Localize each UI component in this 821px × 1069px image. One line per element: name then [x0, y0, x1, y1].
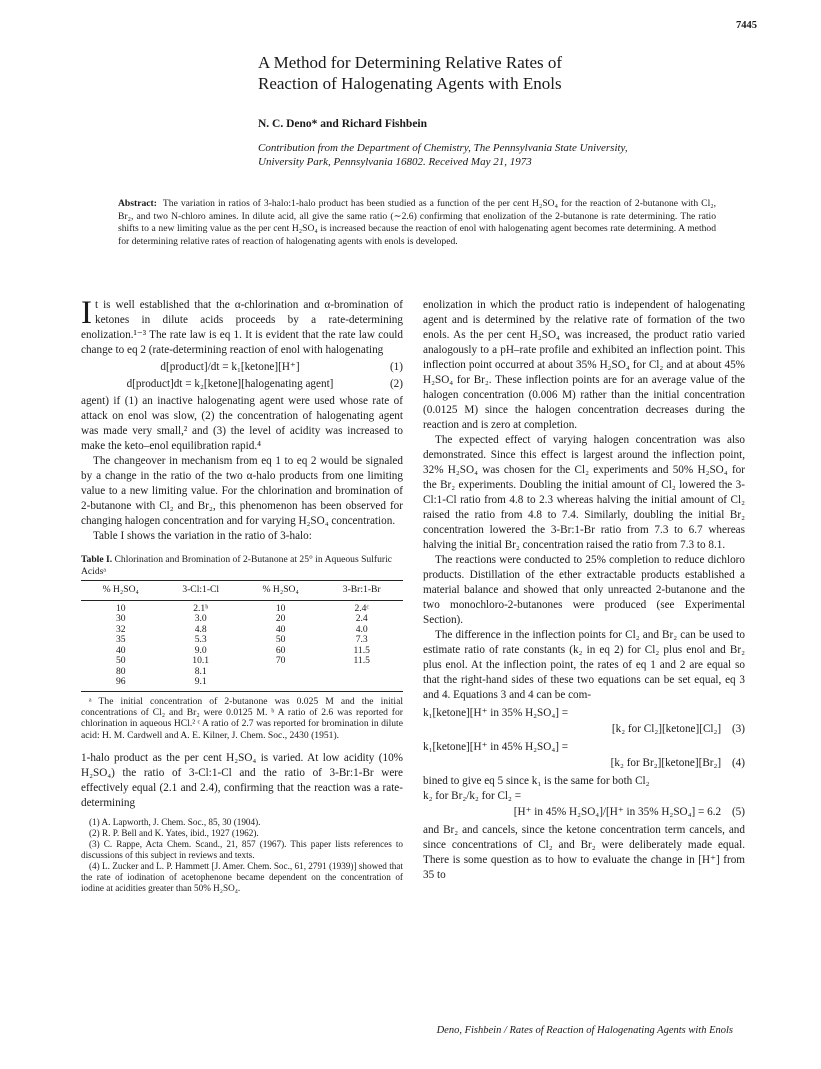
table-cell: 30	[115, 613, 126, 624]
equation-5	[423, 789, 745, 820]
table-cell: 80	[115, 665, 126, 677]
equation-4-expression: [k₂ for Br₂][ketone][Br₂]	[610, 757, 722, 769]
paragraph-halogen-concentration: The expected effect of varying halogen concentration was also demonstrated. Since this effect is largest around the inflection point, 32% H₂SO₄ was chosen for the Cl₂ experiments and 50% H₂SO₄ for the Br₂ experiments. Doubling the initial amount of Cl₂ lowered the 3-Cl:1-Cl ratio from 4.8 to 2.3 whereas halving the initial amount of Cl₂ raised the ratio from 4.8 to 7.4. Similarly, doubling the initial Br₂ concentration lowered the 3-Br:1-Br ratio from 7.3 to 6.7 whereas halving the initial Br₂ concentration raised the ratio from 7.3 to 8.1.	[423, 434, 745, 551]
table-cell: 10.1	[192, 655, 210, 666]
affiliation-line-2: University Park, Pennsylvania 16802. Received May 21, 1973	[258, 156, 532, 168]
paragraph-inflection: The difference in the inflection points for Cl₂ and Br₂ can be used to estimate ratio of rate constants (k₂ in eq 2) for Cl₂ plus enol and Br₂ plus enol. At the inflection point, the rates of eq 1 and 2 are equal so that the right-hand sides of these two equations can be set equal, eq 3 and 4. Equations 3 and 4 can be com-	[423, 629, 745, 701]
table-row	[81, 625, 403, 636]
running-footer: Deno, Fishbein / Rates of Reaction of Halogenating Agents with Enols	[436, 1025, 733, 1036]
equation-2-number: (2)	[389, 378, 403, 390]
table-cell: 40	[115, 644, 126, 656]
equation-1-number: (1)	[389, 361, 403, 373]
table-cell: 5.3	[194, 634, 207, 645]
paragraph-low-acidity: 1-halo product as the per cent H₂SO₄ is varied. At low acidity (10% H₂SO₄) the ratio of 3-Cl:1-Cl and the ratio of 3-Br:1-Br were effectively equal (2.1 and 2.4), confirming that the reaction was a rate-determining	[81, 752, 403, 810]
table-cell: 7.3	[355, 634, 368, 645]
table-cell: 9.1	[160, 677, 240, 691]
table-row	[81, 656, 403, 667]
table-cell: 4.0	[355, 623, 368, 635]
equation-3-right	[423, 722, 745, 737]
table-cell: 40	[275, 623, 286, 635]
table-cell: 2.1ᵇ	[193, 602, 209, 614]
equation-1	[81, 360, 403, 375]
table-row	[81, 600, 403, 614]
data-table	[81, 580, 403, 692]
page-number: 7445	[736, 20, 757, 31]
paragraph-table-intro: Table I shows the variation in the ratio of 3-halo:	[93, 530, 312, 542]
paragraph-changeover: The changeover in mechanism from eq 1 to eq 2 would be signaled by a change in the ratio of the two α-halo products from one limiting value to a new limiting value. For the chlorination and bromination of 2-butanone with Cl₂ and Br₂, this phenomenon has been observed for changing halogen concentration and for varying H₂SO₄ concentration.	[81, 455, 403, 527]
table-cell	[241, 667, 320, 678]
paragraph-conditions: agent) if (1) an inactive halogenating agent were used whose rate of attack on enol was slow, (2) the concentration of halogenating agent was made very small,² and (3) the level of acidity was increased to make the keto–enol equilibration rapid.⁴	[81, 395, 403, 452]
table-cell: 10	[275, 602, 286, 614]
table-cell: 8.1	[194, 665, 207, 677]
equation-4-left: k₁[ketone][H⁺ in 45% H₂SO₄] =	[423, 741, 569, 753]
table-header-cell: % H₂SO₄	[81, 581, 160, 601]
equation-4-number: (4)	[731, 757, 745, 769]
abstract	[118, 198, 716, 248]
equation-2-expression: d[product]dt = k₂[ketone][halogenating agent]	[126, 378, 334, 390]
equation-5-number: (5)	[731, 806, 745, 818]
intro-paragraph	[81, 295, 403, 358]
table-footnote	[81, 696, 403, 742]
table-header-row	[81, 581, 403, 601]
table-cell: 4.8	[194, 623, 207, 635]
table-cell: 11.5	[353, 655, 370, 666]
abstract-text: The variation in ratios of 3-halo:1-halo product has been studied as a function of the per cent H₂SO₄ for the reaction of 2-butanone with Cl₂, Br₂, and two N-chloro amines. In dilute acid, all give the same ratio (∼2.6) confirming that enolization of the 2-butanone is rate determining. The ratio shifts to a new limiting value as the per cent H₂SO₄ is increased because the reaction of enol with halogenating agent becomes rate determining. A method for determining relative rates of reaction of halogenating agents with enols is developed.	[118, 198, 716, 247]
abstract-label: Abstract:	[118, 198, 157, 209]
equation-3-expression: [k₂ for Cl₂][ketone][Cl₂]	[611, 723, 722, 735]
table-cell: 50	[115, 655, 126, 666]
table-cell: 35	[115, 634, 126, 645]
title-line-1: A Method for Determining Relative Rates of	[258, 53, 563, 72]
table-cell: 11.5	[353, 644, 370, 656]
table-cell	[320, 667, 403, 678]
equation-5-left: k₂ for Br₂/k₂ for Cl₂ =	[423, 790, 522, 802]
affiliation	[258, 141, 758, 169]
table-row	[81, 667, 403, 678]
article-title	[258, 52, 728, 94]
equation-1-expression: d[product]/dt = k₁[ketone][H⁺]	[160, 361, 300, 373]
table-cell: 70	[275, 655, 286, 666]
paragraph-completion: The reactions were conducted to 25% completion to reduce dichloro products. Distillation of the ether extractable products established a material balance and showed that only unreacted 2-butanone and the two monochloro-2-butanones were produced (see Experimental Section).	[423, 554, 745, 626]
reference-item: (2) R. P. Bell and K. Yates, ibid., 1927 (1962).	[89, 828, 259, 839]
paragraph-combined: bined to give eq 5 since k₁ is the same for both Cl₂	[423, 775, 650, 787]
table-header-cell: 3-Cl:1-Cl	[160, 581, 240, 601]
left-column	[81, 295, 403, 894]
title-line-2: Reaction of Halogenating Agents with Enols	[258, 74, 562, 93]
affiliation-line-1: Contribution from the Department of Chemistry, The Pennsylvania State University,	[258, 142, 628, 154]
reference-item: (4) L. Zucker and L. P. Hammett [J. Amer. Chem. Soc., 61, 2791 (1939)] showed that the rate of iodination of acetophenone became dependent on the concentration of iodine at acidities greater than 50% H₂SO₄.	[81, 861, 403, 894]
equation-4-right	[423, 756, 745, 771]
equation-2	[81, 377, 403, 392]
table-row	[81, 677, 403, 691]
table-header-cell: 3-Br:1-Br	[320, 581, 403, 601]
table-cell: 96	[81, 677, 160, 691]
table-cell: 10	[115, 602, 126, 614]
paragraph-cancels: and Br₂ and cancels, since the ketone concentration term cancels, and since concentrations of Cl₂ and Br₂ were deliberately made equal. There is some question as to how to evaluate the change in [H⁺] from 35 to	[423, 824, 745, 881]
table-caption-text: Chlorination and Bromination of 2-Butanone at 25° in Aqueous Sulfuric Acidsᵃ	[81, 554, 393, 577]
paragraph-enolization: enolization in which the product ratio is independent of halogenating agent and is determined by the relative rate of formation of the two enols. As the per cent H₂SO₄ was increased, the product ratio varied analogously to a pH–rate profile and exhibited an inflection point. This inflection point occurred at about 35% H₂SO₄ for Cl₂ and at about 45% H₂SO₄ for Br₂. These inflection points are for an average value of the halogen concentration (0.006 M) rather than the initial concentration (0.0125 M) since the halogen concentration decreases during the reaction and is zero at completion.	[423, 299, 745, 431]
drop-cap: I	[81, 295, 92, 331]
table-header-cell: % H₂SO₄	[241, 581, 320, 601]
reference-item: (1) A. Lapworth, J. Chem. Soc., 85, 30 (1904).	[89, 817, 261, 828]
references	[81, 817, 403, 894]
table-cell: 20	[275, 613, 286, 624]
intro-text: t is well established that the α-chlorination and α-bromination of ketones in dilute acids proceeds by a rate-determining enolization.¹⁻³ The rate law is eq 1. It is evident that the rate law could change to eq 2 (rate-determining reaction of enol with halogenating	[81, 299, 403, 356]
table-cell: 32	[115, 623, 126, 635]
table-row	[81, 635, 403, 646]
table-row	[81, 614, 403, 625]
table-cell	[320, 677, 403, 691]
table-footnote-text: ᵃ The initial concentration of 2-butanone was 0.025 M and the initial concentrations of Cl₂ and Br₂ were 0.0125 M. ᵇ A ratio of 2.6 was reported for chlorination in aqueous HCl.² ᶜ A ratio of 2.7 was reported for bromination in dilute acid: H. M. Cardwell and A. E. Kilner, J. Chem. Soc., 2430 (1951).	[81, 695, 403, 741]
equation-3-left: k₁[ketone][H⁺ in 35% H₂SO₄] =	[423, 707, 569, 719]
equation-3-number: (3)	[731, 723, 745, 735]
equation-5-expression: [H⁺ in 45% H₂SO₄]/[H⁺ in 35% H₂SO₄] = 6.2	[513, 806, 722, 818]
equation-3	[423, 706, 745, 737]
table-cell: 60	[275, 644, 286, 656]
right-column	[423, 298, 745, 883]
authors: N. C. Deno* and Richard Fishbein	[258, 118, 428, 130]
table-cell	[241, 677, 320, 691]
table-cell: 3.0	[194, 613, 207, 624]
table-cell: 2.4ᶜ	[354, 602, 369, 614]
table-caption-label: Table I.	[81, 554, 113, 565]
table-cell: 2.4	[355, 613, 368, 624]
equation-4	[423, 740, 745, 771]
table-caption	[81, 554, 403, 577]
equation-5-right	[423, 805, 745, 820]
table-cell: 50	[275, 634, 286, 645]
reference-item: (3) C. Rappe, Acta Chem. Scand., 21, 857 (1967). This paper lists references to discussions of this subject in reviews and texts.	[81, 839, 403, 861]
table-cell: 9.0	[194, 644, 207, 656]
